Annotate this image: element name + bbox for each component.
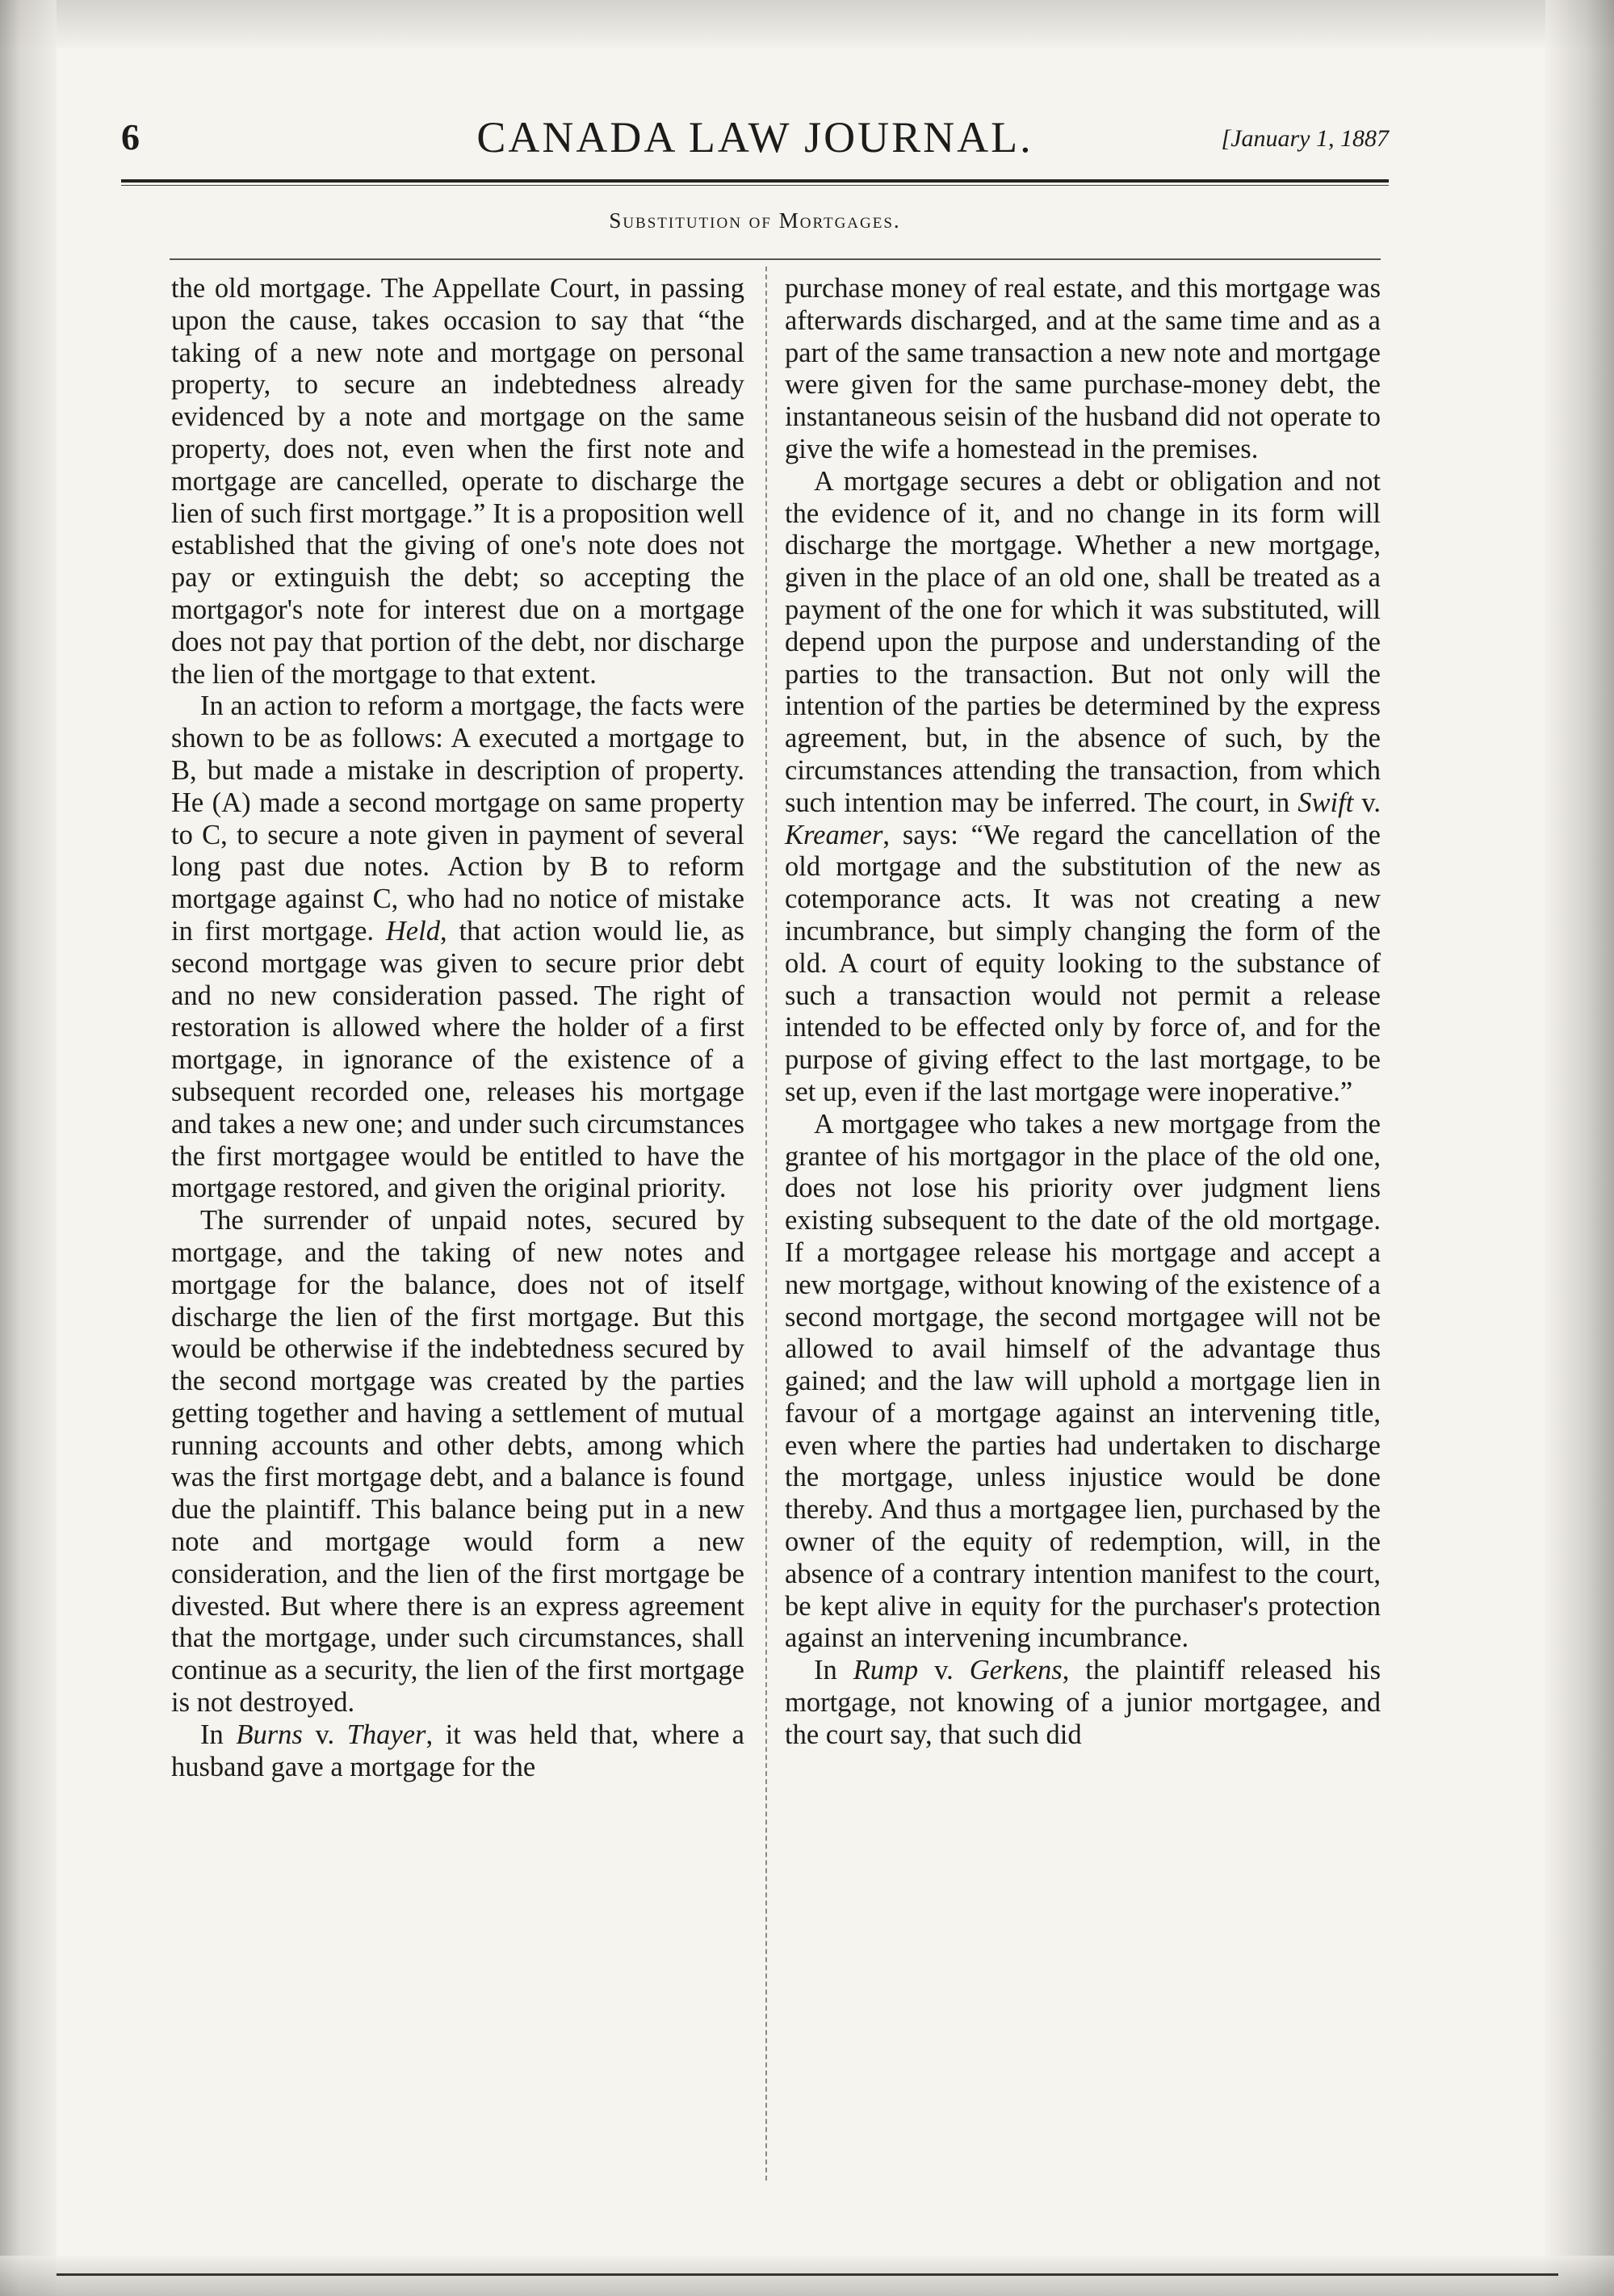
left-paragraph-4-rest: , it was held that, where a husband gave a mortgage for the bbox=[171, 1719, 744, 1782]
case-name-thayer: Thayer bbox=[346, 1719, 426, 1750]
running-head: Substitution of Mortgages. bbox=[609, 208, 901, 233]
left-paragraph-3: The surrender of unpaid notes, secured by mortgage, and the taking of new notes and mortgage for the balance, does not of itself discharge the lien of the first mortgage. But this would be otherwise if the indebtedness secured by the second mortgage was created by the parties getting together and having a settlement of mutual running accounts and other debts, among which was the first mortgage debt, and a balance is found due the plaintiff. This balance being put in a new note and mortgage would form a new consideration, and the lien of the first mortgage be divested. But where there is an express agreement that the mortgage, under such circumstances, shall continue as a security, the lien of the first mortgage is not destroyed. bbox=[171, 1205, 744, 1719]
right-paragraph-3: A mortgagee who takes a new mortgage from the grantee of his mortgagor in the place of the old one, does not lose his priority over judgment liens existing subsequent to the date of the old mortgage. If a mortgagee release his mortgage and accept a new mortgage, without knowing of the existence of a second mortgage, the second mortgagee will not be allowed to avail himself of the advantage thus gained; and the law will uphold a mortgage lien in favour of a mortgage against an intervening title, even where the parties had undertaken to discharge the mortgage, unless injustice would be done thereby. And thus a mortgagee lien, purchased by the owner of the equity of redemption, will, in the absence of a contrary intention manifest to the court, be kept alive in equity for the purchaser's protection against an intervening incumbrance. bbox=[785, 1108, 1381, 1654]
issue-date: [January 1, 1887 bbox=[1221, 125, 1389, 152]
scan-edge-bottom bbox=[0, 2256, 1614, 2296]
case-name-swift: Swift bbox=[1297, 787, 1354, 818]
left-column bbox=[171, 273, 744, 1783]
right-paragraph-4-start: In bbox=[814, 1655, 853, 1686]
bottom-rule bbox=[57, 2273, 1558, 2276]
right-paragraph-2-rest: , says: “We regard the cancellation of the old mortgage and the substitution of the new as cotemporance acts. It was not creating a new incumbrance, but simply changing the form of the old. A court of equity looking to the substance of such a transaction would not permit a release intended to be effected only by force of, and for the purpose of giving effect to the last mortgage, to be set up, even if the last mortgage were inoperative.” bbox=[785, 819, 1381, 1107]
right-paragraph-4-rest: , the plaintiff released his mortgage, not knowing of a junior mortgagee, and the court say, that such did bbox=[785, 1655, 1381, 1750]
left-paragraph-2 bbox=[171, 690, 744, 1205]
case-versus: v. bbox=[918, 1655, 970, 1686]
page-header bbox=[121, 109, 1389, 174]
left-paragraph-2-text: In an action to reform a mortgage, the facts were shown to be as follows: A executed a mortgage to B, but made a mistake in description of property. He (A) made a second mortgage on same property to C, to secure a note given in payment of several long past due notes. Action by B to reform mortgage against C, who had no notice of mistake in first mortgage. bbox=[171, 690, 744, 947]
right-paragraph-1: purchase money of real estate, and this mortgage was afterwards discharged, and at the same time and as a part of the same transaction a new note and mortgage were given for the same purchase-money debt, the instantaneous seisin of the husband did not operate to give the wife a homestead in the premises. bbox=[785, 273, 1381, 464]
scan-edge-top bbox=[0, 0, 1614, 48]
right-paragraph-2-start: A mortgage secures a debt or obligation and not the evidence of it, and no change in its form will discharge the mortgage. Whether a new mortgage, given in the place of an old one, shall be treated as a payment of the one for which it was substituted, will depend upon the purpose and understanding of the parties to the transaction. But not only will the intention of the parties be determined by the express agreement, but, in the absence of such, by the circumstances attending the transaction, from which such intention may be inferred. The court, in bbox=[785, 465, 1381, 818]
left-paragraph-4-start: In bbox=[200, 1719, 237, 1750]
header-rule-thin bbox=[121, 185, 1389, 186]
held-label: Held bbox=[385, 915, 440, 947]
case-name-kreamer: Kreamer bbox=[785, 819, 883, 850]
right-column bbox=[785, 273, 1381, 1752]
left-paragraph-1: the old mortgage. The Appellate Court, in passing upon the cause, takes occasion to say that “the taking of a new note and mortgage on personal property, to secure an indebtedness already evidenced by a note and mortgage on the same property, does not, even when the first note and mortgage are cancelled, operate to discharge the lien of such first mortgage.” It is a proposition well established that the giving of one's note does not pay or extinguish the debt; so accepting the mortgagor's note for interest due on a mortgage does not pay that portion of the debt, nor discharge the lien of the mortgage to that extent. bbox=[171, 273, 744, 690]
journal-title: CANADA LAW JOURNAL. bbox=[476, 113, 1033, 162]
right-paragraph-4 bbox=[785, 1655, 1381, 1751]
column-divider bbox=[765, 267, 767, 2181]
left-paragraph-2-rest: , that action would lie, as second mortgage was given to secure prior debt and no new consideration passed. The right of restoration is allowed where the holder of a first mortgage, in ignorance of the existence of a subsequent recorded one, releases his mortgage and takes a new one; and under such circumstances the first mortgagee would be entitled to have the mortgage restored, and given the original priority. bbox=[171, 915, 744, 1204]
section-rule bbox=[170, 258, 1381, 260]
header-rule bbox=[121, 179, 1389, 183]
scan-edge-right bbox=[1545, 0, 1614, 2296]
case-name-burns: Burns bbox=[236, 1719, 303, 1750]
case-name-rump: Rump bbox=[853, 1655, 919, 1686]
right-paragraph-2 bbox=[785, 466, 1381, 1109]
case-versus: v. bbox=[1353, 787, 1381, 818]
page-number: 6 bbox=[121, 116, 140, 157]
case-name-gerkens: Gerkens bbox=[969, 1655, 1063, 1686]
scan-edge-left bbox=[0, 0, 57, 2296]
case-versus: v. bbox=[302, 1719, 347, 1750]
left-paragraph-4 bbox=[171, 1719, 744, 1784]
